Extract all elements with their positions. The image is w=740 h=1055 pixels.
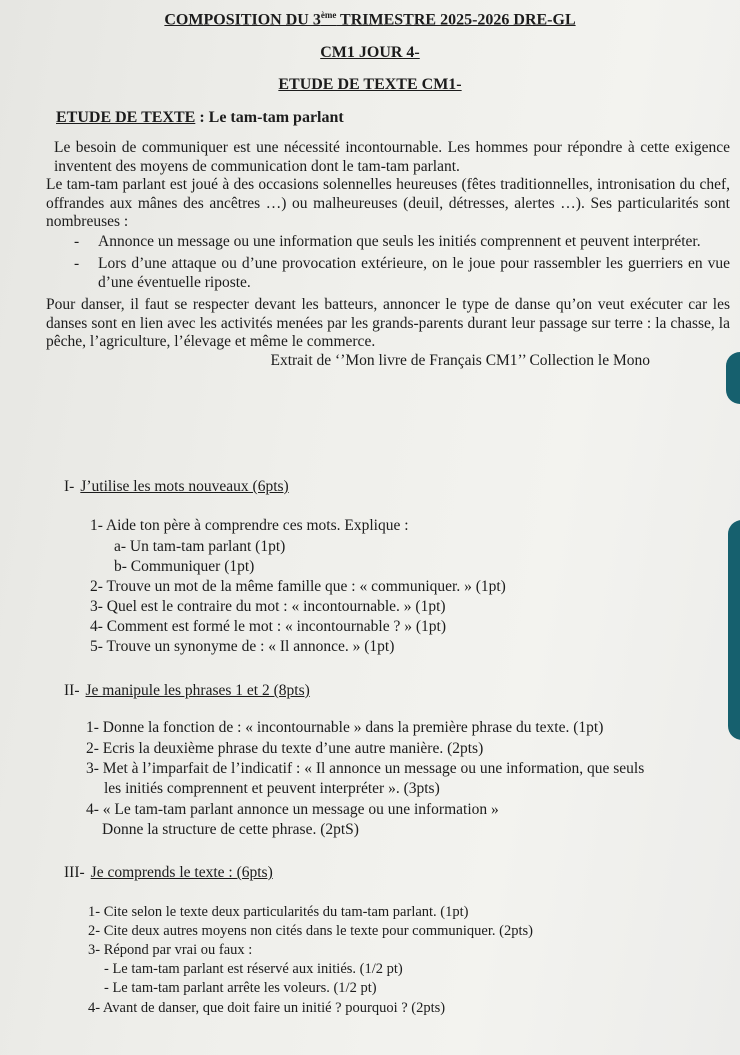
question: les initiés comprennent et peuvent interpréter ». (3pts) xyxy=(104,780,440,797)
section-3-heading: III- Je comprends le texte : (6pts) xyxy=(64,864,273,881)
question: Donne la structure de cette phrase. (2ptS) xyxy=(102,821,359,838)
particularities-list xyxy=(46,233,730,293)
section-1-heading: I- J’utilise les mots nouveaux (6pts) xyxy=(64,478,289,495)
paragraph-1: Le besoin de communiquer est une nécessité incontournable. Les hommes pour répondre à cette exigence inventent des moyens de communication dont le tam-tam parlant. xyxy=(54,139,730,175)
text-title xyxy=(56,109,344,127)
question: 4- « Le tam-tam parlant annonce un message ou une information » xyxy=(86,801,499,818)
question: 3- Met à l’imparfait de l’indicatif : « Il annonce un message ou une information, que seuls xyxy=(86,760,645,777)
list-item: - Lors d’une attaque ou d’une provocation extérieure, on le joue pour rassembler les guerriers en vue d’une éventuelle riposte. xyxy=(46,255,730,292)
paragraph-3: Pour danser, il faut se respecter devant les batteurs, annoncer le type de danse qu’on veut exécuter car les danses sont en lien avec les activités menées par les grands-parents durant leur passage sur terre : la chasse, la pêche, l’agriculture, l’élevage et même le commerce. xyxy=(46,296,730,350)
background-object xyxy=(726,352,740,404)
subject-title: ETUDE DE TEXTE CM1- xyxy=(278,76,462,93)
exam-title: COMPOSITION DU 3ème TRIMESTRE 2025-2026 DRE-GL xyxy=(164,10,576,29)
class-day: CM1 JOUR 4- xyxy=(320,44,420,61)
text-label: ETUDE DE TEXTE xyxy=(56,109,196,126)
paragraph-2: Le tam-tam parlant est joué à des occasions solennelles heureuses (fêtes traditionnelles, intronisation du chef, offrandes aux mânes des ancêtres …) ou malheureuses (deuil, détresses, alertes …). Ses particularités sont nombreuses : xyxy=(46,176,730,230)
text-name: : Le tam-tam parlant xyxy=(195,109,344,126)
question: 1- Aide ton père à comprendre ces mots. Explique : xyxy=(90,517,409,534)
question: 1- Cite selon le texte deux particularités du tam-tam parlant. (1pt) xyxy=(88,904,469,920)
question: 4- Avant de danser, que doit faire un initié ? pourquoi ? (2pts) xyxy=(88,1000,446,1016)
text-source: Extrait de ‘’Mon livre de Français CM1’’ Collection le Mono xyxy=(270,351,650,369)
background-object xyxy=(728,520,740,740)
list-item: - Annonce un message ou une information que seuls les initiés comprennent et peuvent interpréter. xyxy=(46,233,730,252)
question: 2- Cite deux autres moyens non cités dans le texte pour communiquer. (2pts) xyxy=(88,923,533,939)
question: 4- Comment est formé le mot : « incontournable ? » (1pt) xyxy=(90,618,446,635)
question: 3- Quel est le contraire du mot : « incontournable. » (1pt) xyxy=(90,598,446,615)
section-2-heading: II- Je manipule les phrases 1 et 2 (8pts) xyxy=(64,682,310,699)
question: 5- Trouve un synonyme de : « Il annonce. » (1pt) xyxy=(90,638,395,655)
question: - Le tam-tam parlant est réservé aux initiés. (1/2 pt) xyxy=(104,961,403,977)
question: - Le tam-tam parlant arrête les voleurs. (1/2 pt) xyxy=(104,980,377,996)
question: 3- Répond par vrai ou faux : xyxy=(88,942,253,958)
question: 2- Trouve un mot de la même famille que : « communiquer. » (1pt) xyxy=(90,578,506,595)
question: a- Un tam-tam parlant (1pt) xyxy=(114,538,286,555)
text-body xyxy=(46,139,730,370)
question: b- Communiquer (1pt) xyxy=(114,558,255,575)
question: 1- Donne la fonction de : « incontournable » dans la première phrase du texte. (1pt) xyxy=(86,719,604,736)
question: 2- Ecris la deuxième phrase du texte d’une autre manière. (2pts) xyxy=(86,740,484,757)
